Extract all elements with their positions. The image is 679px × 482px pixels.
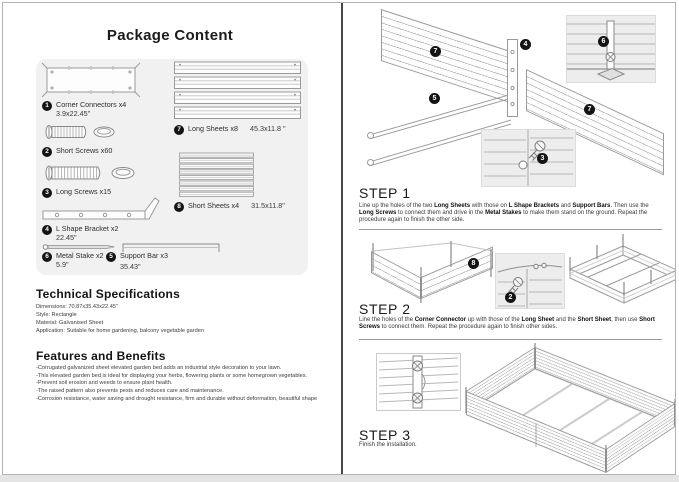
spec-line: Application: Suitable for home gardening, balcony vegetable garden [36,328,204,334]
corner-connector-drawing [41,62,141,100]
short-screw-drawing [42,121,122,143]
item-number-badge: 3 [42,188,52,198]
badge-metal-stake: 6 [598,36,609,47]
item-number-badge: 6 [42,252,52,262]
long-screw-drawing [42,161,146,185]
page-title: Package Content [106,27,234,44]
package-item-corner-connectors: 1 Corner Connectors x4 3.9x22.45" [42,101,126,118]
step3-instructions: Finish the installation. [359,442,417,448]
badge-short-sheet: 8 [468,258,479,269]
package-item-short-screws: 2 Short Screws x60 [42,147,112,157]
package-item-support-bar: 5 Support Bar x3 35.43" [106,252,168,271]
feature-line: -Prevent soil erosion and weeds to ensure plant health. [36,380,173,387]
l-shape-bracket-drawing [41,197,163,225]
support-bar-end-loop [367,159,374,166]
item-number-badge: 4 [42,225,52,235]
bracket-screws-inset-drawing [376,353,461,411]
item-number-badge: 1 [42,101,52,111]
badge-short-screw: 2 [505,292,516,303]
technical-specifications-title: Technical Specifications [36,287,180,301]
step1-title: STEP 1 [359,185,411,201]
features-title: Features and Benefits [36,349,166,363]
finished-bed-posts [463,339,676,475]
package-item-metal-stake: 6 Metal Stake x2 5.9" [42,252,104,269]
long-screw-inset-drawing [481,129,576,187]
item-number-badge: 5 [106,252,116,262]
spec-line: Dimensions: 70.87x35.43x22.45" [36,304,118,310]
feature-line: -Corrosion resistance, water saving and drought resistance, firm and durable without deformation, beautiful shape [36,395,318,402]
item-number-badge: 2 [42,147,52,157]
short-sheets-drawing [178,152,256,200]
item-number-badge: 8 [174,202,184,212]
package-item-long-screws: 3 Long Screws x15 [42,188,111,198]
feature-line: -Corrugated galvanized sheet elevated garden bed adds an industrial style decoration to your lawn. [36,365,282,371]
step1-instructions: Line up the holes of the two Long Sheets with those on L Shape Brackets and Support Bars. Then use the Long Screws to connect them and drive in the Metal Stakes to make them stand on the ground. Repeat the procedure again to finish the other side. [359,203,649,224]
package-item-l-shape-bracket: 4 L Shape Bracket x2 22.45" [42,225,118,242]
l-shape-bracket-vertical-drawing [507,39,518,117]
badge-support-bar: 5 [429,93,440,104]
spec-line: Material: Galvanised Sheet [36,320,104,326]
column-divider [341,3,343,475]
item-number-badge: 7 [174,125,184,135]
long-sheets-drawing [173,61,303,123]
package-item-long-sheets: 7 Long Sheets x8 45.3x11.8 " [174,125,286,135]
badge-l-shape-bracket: 4 [520,39,531,50]
badge-long-screw: 3 [537,153,548,164]
instruction-page [2,2,676,475]
metal-stake-inset-drawing [566,15,656,83]
long-sheet-left-drawing [381,9,508,102]
technical-specifications-list [36,303,336,335]
feature-line: -This elevated garden bed is ideal for displaying your herbs, flowering plants or some homegrown vegetables. [36,372,308,379]
step2-title: STEP 2 [359,301,411,317]
badge-long-sheet-right: 7 [584,104,595,115]
step2-instructions: Line the holes of the Corner Connector up with those of the Long Sheet and the Short Sheet, then use Short Screws to connect them. Repeat the procedure again to finish other sides. [359,317,655,331]
spec-line: Style: Rectangle [36,312,77,318]
page-bottom-edge [0,475,679,482]
support-bar-end-loop [367,132,374,139]
package-item-short-sheets: 8 Short Sheets x4 31.5x11.8" [174,202,285,212]
step3-title: STEP 3 [359,427,411,443]
feature-line: -The raised pattern also prevents pests and reduces care and maintenance. [36,388,224,395]
features-list [36,365,336,404]
badge-long-sheet-left: 7 [430,46,441,57]
package-content-panel [36,59,308,275]
